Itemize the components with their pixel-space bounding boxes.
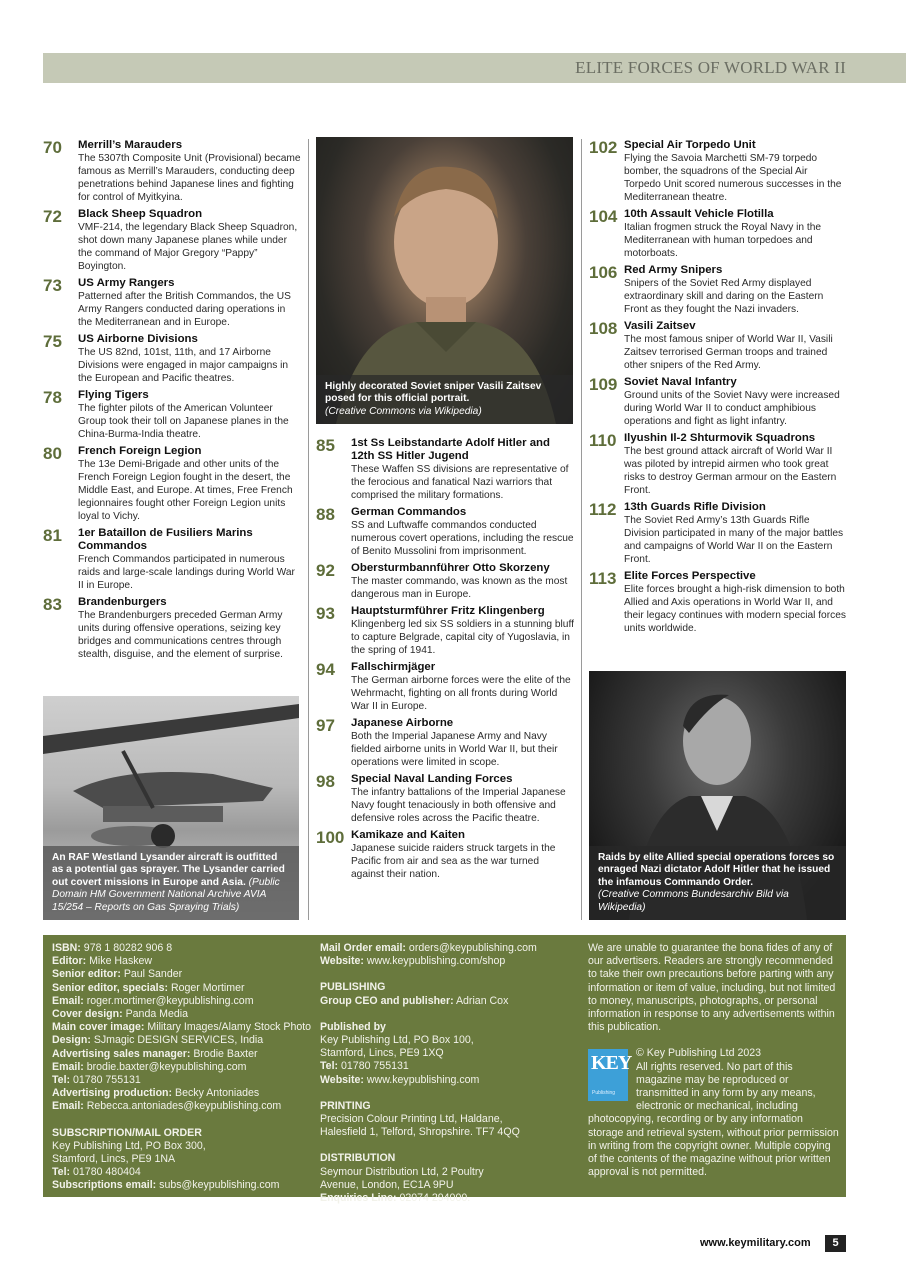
entry-description: The most famous sniper of World War II, Vasili Zaitsev terrorised German troops and trained other snipers of the Red Army. bbox=[624, 334, 833, 371]
section-title: ELITE FORCES OF WORLD WAR II bbox=[575, 58, 846, 77]
entry-description: The master commando, was known as the most dangerous man in Europe. bbox=[351, 576, 568, 600]
contents-column-3 bbox=[589, 139, 846, 639]
contents-entry[interactable] bbox=[43, 208, 301, 273]
staff-credit: ISBN: 978 1 80282 906 8 bbox=[52, 942, 173, 954]
credits-column-legal bbox=[588, 942, 840, 1179]
entry-description: Both the Imperial Japanese Army and Navy fielded airborne units in World War II, but their operations were limited in scope. bbox=[351, 731, 558, 768]
entry-title: Ilyushin Il-2 Shturmovik Squadrons bbox=[624, 432, 816, 444]
staff-credit: Editor: Mike Haskew bbox=[52, 955, 153, 968]
entry-description: Italian frogmen struck the Royal Navy in the Mediterranean with human torpedoes and motorboats. bbox=[624, 222, 822, 259]
contents-entry[interactable] bbox=[589, 570, 846, 635]
page-ref-number: 73 bbox=[43, 276, 62, 295]
caption-text: Highly decorated Soviet sniper Vasili Zaitsev posed for this official portrait. bbox=[325, 380, 542, 404]
contents-column-2 bbox=[316, 437, 574, 885]
entry-title: US Airborne Divisions bbox=[78, 333, 198, 345]
caption-credit: (Creative Commons Bundesarchiv Bild via Wikipedia) bbox=[598, 889, 789, 913]
page-ref-number: 70 bbox=[43, 138, 62, 157]
page-ref-number: 78 bbox=[43, 388, 62, 407]
staff-credit: Advertising sales manager: Brodie Baxter bbox=[52, 1047, 258, 1060]
key-publishing-logo: KEY Publishing bbox=[588, 1049, 628, 1101]
staff-credit: Email: Rebecca.antoniades@keypublishing.com bbox=[52, 1100, 282, 1113]
published-address: Key Publishing Ltd, PO Box 100, bbox=[320, 1034, 474, 1047]
publishing-heading: PUBLISHING bbox=[320, 981, 386, 994]
shop-website: Website: www.keypublishing.com/shop bbox=[320, 955, 506, 968]
page-ref-number: 88 bbox=[316, 505, 335, 524]
entry-title: Flying Tigers bbox=[78, 389, 149, 401]
staff-credit: Main cover image: Military Images/Alamy Stock Photo bbox=[52, 1021, 312, 1034]
contents-entry[interactable] bbox=[316, 773, 574, 825]
subscription-address: Stamford, Lincs, PE9 1NA bbox=[52, 1153, 176, 1166]
credits-box bbox=[43, 935, 846, 1205]
published-by-heading: Published by bbox=[320, 1020, 386, 1033]
lysander-caption bbox=[43, 846, 299, 921]
contents-entry[interactable] bbox=[316, 829, 574, 881]
distribution-heading: DISTRIBUTION bbox=[320, 1152, 396, 1165]
entry-description: VMF-214, the legendary Black Sheep Squadron, shot down many Japanese planes while under the command of Major Gregory “Pappy” Boyington. bbox=[78, 222, 298, 272]
entry-description: Elite forces brought a high-risk dimension to both Allied and Axis operations in World War II, and their legacy continues with modern special forces units worldwide. bbox=[624, 584, 846, 634]
zaitsev-photo bbox=[316, 137, 573, 424]
published-website: Website: www.keypublishing.com bbox=[320, 1073, 480, 1086]
contents-entry[interactable] bbox=[589, 320, 846, 372]
contents-entry[interactable] bbox=[43, 277, 301, 329]
page-ref-number: 112 bbox=[589, 500, 617, 519]
entry-title: Kamikaze and Kaiten bbox=[351, 829, 465, 841]
entry-title: Merrill’s Marauders bbox=[78, 139, 183, 151]
entry-title: Black Sheep Squadron bbox=[78, 208, 203, 220]
staff-credit: Design: SJmagic DESIGN SERVICES, India bbox=[52, 1034, 264, 1047]
entry-title: Elite Forces Perspective bbox=[624, 570, 756, 582]
contents-entry[interactable] bbox=[316, 437, 574, 502]
entry-title: French Foreign Legion bbox=[78, 445, 202, 457]
entry-description: Flying the Savoia Marchetti SM-79 torpedo bomber, the squadrons of the Special Air Torpedo Unit scored numerous successes in the Mediterranean theatre. bbox=[624, 153, 842, 203]
published-address: Stamford, Lincs, PE9 1XQ bbox=[320, 1047, 444, 1060]
page-ref-number: 98 bbox=[316, 772, 335, 791]
entry-title: 1er Bataillon de Fusiliers Marins Commandos bbox=[78, 527, 253, 552]
ceo-line: Group CEO and publisher: Adrian Cox bbox=[320, 994, 509, 1007]
contents-entry[interactable] bbox=[43, 333, 301, 385]
page-ref-number: 83 bbox=[43, 595, 62, 614]
entry-title: 1st Ss Leibstandarte Adolf Hitler and 12th SS Hitler Jugend bbox=[351, 437, 550, 462]
entry-description: The Brandenburgers preceded German Army units during offensive operations, seizing key bridges and communications centres through stealth, disguise, and the element of surprise. bbox=[78, 610, 283, 660]
staff-credit: Email: roger.mortimer@keypublishing.com bbox=[52, 994, 254, 1007]
zaitsev-caption bbox=[316, 375, 573, 425]
credits-column-staff bbox=[52, 942, 312, 1193]
entry-description: Snipers of the Soviet Red Army displayed extraordinary skill and daring on the Eastern Front as they fought the Nazi invaders. bbox=[624, 278, 824, 315]
enquiries-line: Enquiries Line: 02074 294000. bbox=[320, 1192, 471, 1205]
contents-entry[interactable] bbox=[43, 389, 301, 441]
page-ref-number: 81 bbox=[43, 526, 62, 545]
header-band bbox=[43, 53, 906, 83]
entry-description: Japanese suicide raiders struck targets in the Pacific from air and sea as the war turned against their nation. bbox=[351, 843, 556, 880]
entry-title: Obersturmbannführer Otto Skorzeny bbox=[351, 562, 550, 574]
credits-column-publishing bbox=[320, 942, 580, 1205]
entry-title: Vasili Zaitsev bbox=[624, 320, 696, 332]
staff-credit: Email: brodie.baxter@keypublishing.com bbox=[52, 1060, 247, 1073]
entry-title: Hauptsturmführer Fritz Klingenberg bbox=[351, 605, 545, 617]
page-ref-number: 102 bbox=[589, 138, 618, 157]
entry-description: The 13e Demi-Brigade and other units of the French Foreign Legion fought in the desert, the Middle East, and Europe. At times, Free French legionnaires fought other Foreign Legion units loyal to Vichy. bbox=[78, 459, 293, 522]
entry-title: US Army Rangers bbox=[78, 277, 175, 289]
page-ref-number: 97 bbox=[316, 716, 335, 735]
entry-title: Special Air Torpedo Unit bbox=[624, 139, 756, 151]
entry-description: The German airborne forces were the elite of the Wehrmacht, fighting on all fronts during World War II in Europe. bbox=[351, 675, 571, 712]
disclaimer: We are unable to guarantee the bona fides of any of our advertisers. Readers are strongly recommended to take their own precautions before parting with any information or item of value, including, but not limited to money, manuscripts, photographs, or personal information in response to any advertisements within this publication. bbox=[588, 942, 836, 1034]
contents-entry[interactable] bbox=[316, 506, 574, 558]
distribution-line: Avenue, London, EC1A 9PU bbox=[320, 1178, 454, 1191]
contents-entry[interactable] bbox=[589, 432, 846, 497]
mail-order-email: Mail Order email: orders@keypublishing.com bbox=[320, 942, 537, 954]
published-tel: Tel: 01780 755131 bbox=[320, 1060, 409, 1073]
page-ref-number: 93 bbox=[316, 604, 335, 623]
entry-title: Special Naval Landing Forces bbox=[351, 773, 513, 785]
entry-description: The US 82nd, 101st, 11th, and 17 Airborne Divisions were engaged in major campaigns in the European and Pacific theatres. bbox=[78, 347, 289, 384]
caption-text: An RAF Westland Lysander aircraft is outfitted as a potential gas sprayer. The Lysander carried out covert missions in Europe and Asia. bbox=[52, 851, 285, 888]
contents-entry[interactable] bbox=[589, 208, 846, 260]
entry-description: French Commandos participated in numerous raids and large-scale landings during World War II in Europe. bbox=[78, 554, 295, 591]
entry-description: Klingenberg led six SS soldiers in a stunning bluff to capture Belgrade, capital city of Yugoslavia, in the spring of 1941. bbox=[351, 619, 574, 656]
entry-description: The infantry battalions of the Imperial Japanese Navy fought tenaciously in both offensive and defensive roles across the Pacific theatre. bbox=[351, 787, 566, 824]
contents-entry[interactable] bbox=[43, 445, 301, 523]
distribution-line: Seymour Distribution Ltd, 2 Poultry bbox=[320, 1165, 484, 1178]
page-ref-number: 104 bbox=[589, 207, 618, 226]
staff-credit: Cover design: Panda Media bbox=[52, 1008, 189, 1021]
entry-description: SS and Luftwaffe commandos conducted numerous covert operations, including the rescue of Benito Mussolini from imprisonment. bbox=[351, 520, 574, 557]
entry-title: Japanese Airborne bbox=[351, 717, 454, 729]
page-ref-number: 94 bbox=[316, 660, 335, 679]
column-divider bbox=[308, 139, 309, 920]
column-divider bbox=[581, 139, 582, 920]
contents-entry[interactable] bbox=[316, 661, 574, 713]
staff-credit: Senior editor: Paul Sander bbox=[52, 968, 183, 981]
entry-description: The Soviet Red Army’s 13th Guards Rifle Division participated in many of the major battles and campaigns of World War II on the Eastern Front. bbox=[624, 515, 844, 565]
entry-title: German Commandos bbox=[351, 506, 467, 518]
page-ref-number: 80 bbox=[43, 444, 62, 463]
copyright: © Key Publishing Ltd 2023 bbox=[636, 1047, 762, 1060]
entry-description: Patterned after the British Commandos, the US Army Rangers conducted daring operations in the Mediterranean and in Europe. bbox=[78, 291, 291, 328]
contents-entry[interactable] bbox=[316, 605, 574, 657]
page-ref-number: 72 bbox=[43, 207, 62, 226]
contents-entry[interactable] bbox=[316, 562, 574, 601]
contents-entry[interactable] bbox=[316, 717, 574, 769]
caption-text: Raids by elite Allied special operations forces so enraged Nazi dictator Adolf Hitler that he issued the infamous Commando Order. bbox=[598, 851, 835, 888]
entry-title: Red Army Snipers bbox=[624, 264, 723, 276]
contents-entry[interactable] bbox=[589, 264, 846, 316]
staff-credit: Advertising production: Becky Antoniades bbox=[52, 1087, 260, 1100]
staff-credit: Tel: 01780 755131 bbox=[52, 1074, 141, 1087]
contents-entry[interactable] bbox=[589, 376, 846, 428]
entry-title: Brandenburgers bbox=[78, 596, 167, 608]
page-ref-number: 109 bbox=[589, 375, 618, 394]
page-ref-number: 106 bbox=[589, 263, 618, 282]
entry-description: The fighter pilots of the American Volunteer Group took their toll on Japanese planes in the China-Burma-India theatre. bbox=[78, 403, 289, 440]
printing-heading: PRINTING bbox=[320, 1099, 371, 1112]
footer-url[interactable]: www.keymilitary.com bbox=[700, 1237, 811, 1249]
page-ref-number: 100 bbox=[316, 828, 345, 847]
printing-line: Precision Colour Printing Ltd, Haldane, bbox=[320, 1113, 503, 1126]
hitler-photo bbox=[589, 671, 846, 920]
lysander-photo bbox=[43, 696, 299, 920]
contents-entry[interactable] bbox=[589, 139, 846, 204]
subscription-address: Key Publishing Ltd, PO Box 300, bbox=[52, 1139, 206, 1152]
entry-title: Soviet Naval Infantry bbox=[624, 376, 737, 388]
page-ref-number: 92 bbox=[316, 561, 335, 580]
entry-description: The best ground attack aircraft of World War II was piloted by intrepid airmen who took great risks to destroy German armour on the Eastern Front. bbox=[624, 446, 837, 496]
page-number: 5 bbox=[825, 1235, 846, 1252]
page-ref-number: 108 bbox=[589, 319, 618, 338]
contents-entry[interactable] bbox=[589, 501, 846, 566]
caption-credit: (Public Domain HM Government National Archive AVIA 15/254 – Reports on Gas Spraying Trials) bbox=[52, 876, 280, 913]
page-ref-number: 110 bbox=[589, 431, 617, 450]
entry-description: Ground units of the Soviet Navy were increased during World War II to conduct amphibious operations and fight as light infantry. bbox=[624, 390, 840, 427]
entry-title: 13th Guards Rifle Division bbox=[624, 501, 766, 513]
contents-entry[interactable] bbox=[43, 596, 301, 661]
subscription-tel: Tel: 01780 480404 bbox=[52, 1166, 141, 1179]
rights-statement: All rights reserved. No part of this magazine may be reproduced or transmitted in any form by any means, electronic or mechanical, including photocopying, recording or by any information storage and retrieval system, without prior permission in writing from the copyright owner. Multiple copying of the contents of the magazine without prior written approval is not permitted. bbox=[588, 1060, 839, 1179]
printing-line: Halesfield 1, Telford, Shropshire. TF7 4QQ bbox=[320, 1126, 520, 1139]
entry-title: Fallschirmjäger bbox=[351, 661, 436, 673]
hitler-caption bbox=[589, 846, 846, 921]
subscription-heading: SUBSCRIPTION/MAIL ORDER bbox=[52, 1126, 202, 1139]
page-ref-number: 75 bbox=[43, 332, 62, 351]
contents-entry[interactable] bbox=[43, 139, 301, 204]
entry-title: 10th Assault Vehicle Flotilla bbox=[624, 208, 774, 220]
page-ref-number: 113 bbox=[589, 569, 617, 588]
page-ref-number: 85 bbox=[316, 436, 335, 455]
contents-entry[interactable] bbox=[43, 527, 301, 592]
caption-credit: (Creative Commons via Wikipedia) bbox=[325, 405, 482, 417]
staff-credit: Senior editor, specials: Roger Mortimer bbox=[52, 981, 245, 994]
subscription-email: Subscriptions email: subs@keypublishing.com bbox=[52, 1179, 280, 1192]
entry-description: These Waffen SS divisions are representative of the ferocious and fanatical Nazi warriors that comprised the military formations. bbox=[351, 464, 569, 501]
entry-description: The 5307th Composite Unit (Provisional) became famous as Merrill’s Marauders, conducting deep penetrations behind Japanese lines and fighting for control of Myitkyina. bbox=[78, 153, 301, 203]
contents-column-1 bbox=[43, 139, 301, 665]
